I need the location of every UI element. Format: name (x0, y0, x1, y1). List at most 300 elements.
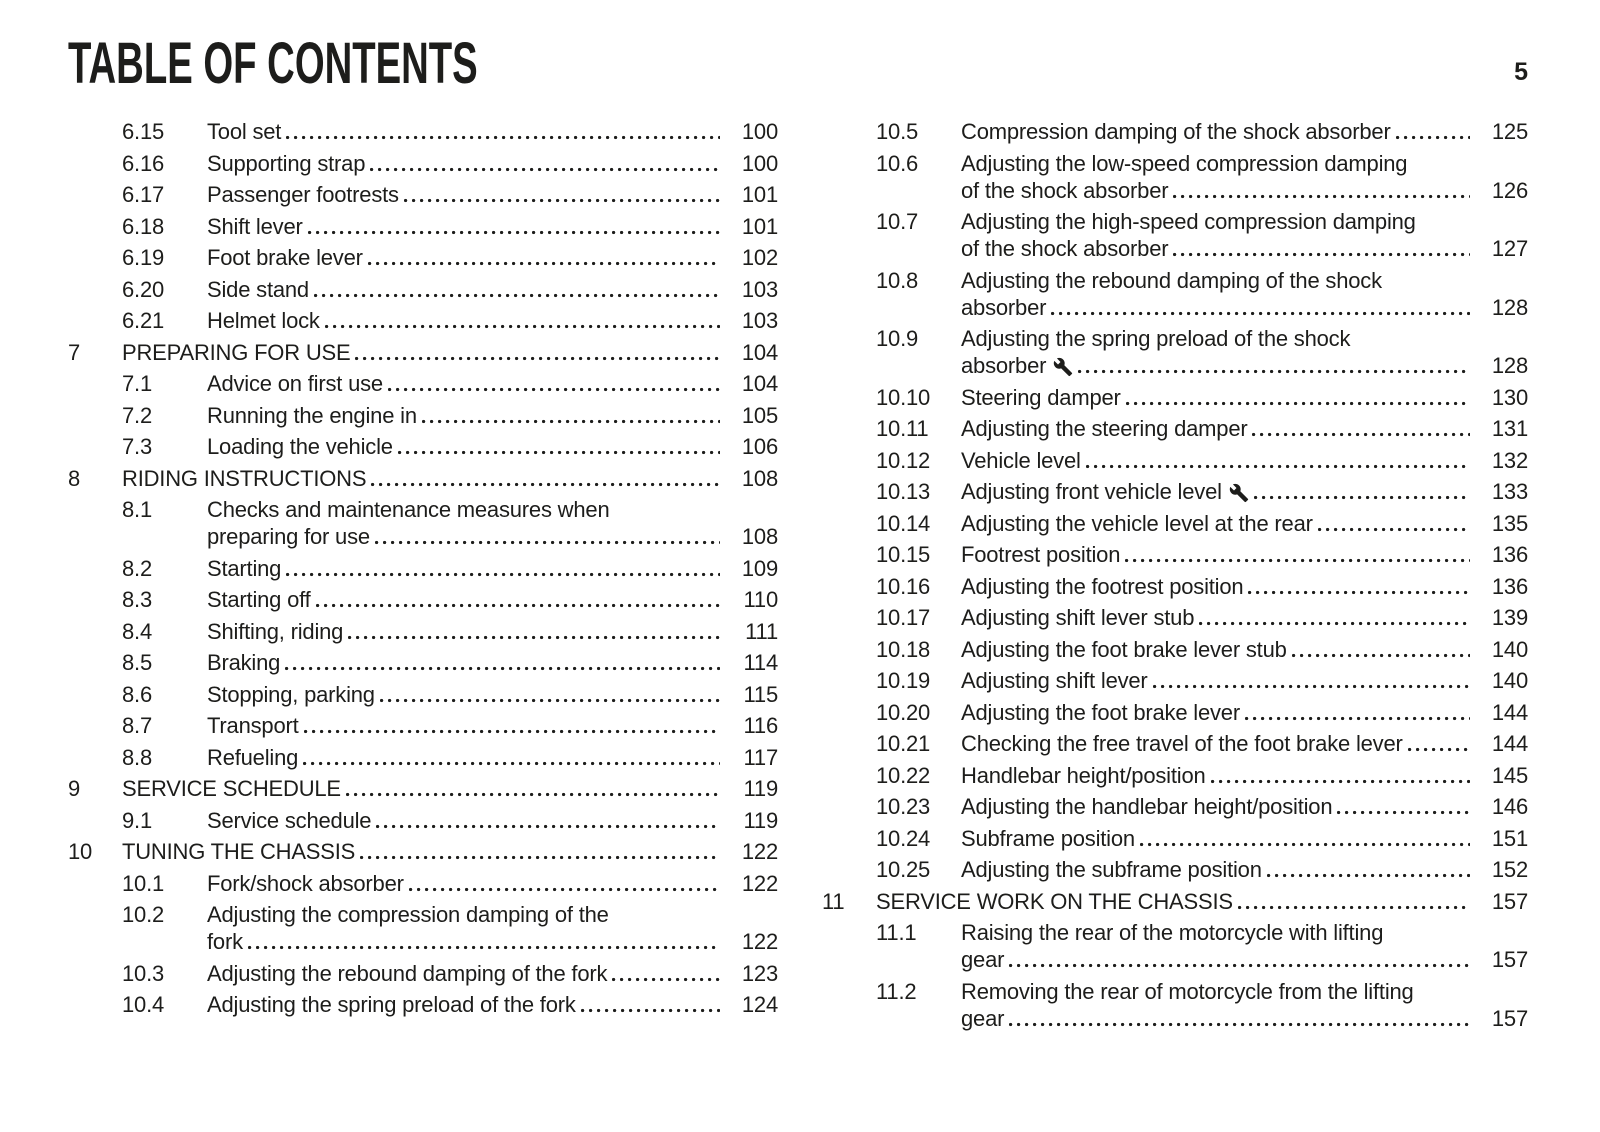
toc-entry-last-line (207, 307, 778, 334)
toc-entry-last-line (207, 370, 778, 397)
toc-entry (822, 150, 1528, 204)
toc-entry-title: Adjusting the footrest position (961, 573, 1244, 599)
toc-entry-title: Running the engine in (207, 402, 417, 428)
toc-entry (68, 618, 778, 645)
dotted-leader (1292, 652, 1470, 659)
toc-entry-body (961, 510, 1528, 537)
dotted-leader (422, 418, 720, 425)
toc-entry-number: 10.4 (122, 992, 165, 1017)
dotted-leader (1078, 368, 1470, 375)
toc-entry-number: 6.20 (122, 276, 165, 302)
toc-entry-body (207, 150, 778, 177)
toc-entry (822, 415, 1528, 442)
toc-entry-last-line (207, 586, 778, 613)
dotted-leader (316, 602, 720, 609)
toc-entry-title-line: Raising the rear of the motorcycle with lifting (961, 920, 1384, 945)
toc-entry-title: Adjusting the foot brake lever stub (961, 636, 1287, 662)
toc-entry-title: Checking the free travel of the foot brake lever (961, 731, 1403, 756)
toc-entry-title: Handlebar height/position (961, 762, 1206, 788)
toc-entry-number: 6.18 (122, 213, 165, 239)
toc-entry-number: 10.25 (876, 857, 931, 882)
toc-entry-page-number: 139 (1491, 605, 1528, 630)
toc-entry-number: 10.18 (876, 636, 931, 662)
toc-entry (822, 478, 1528, 505)
toc-entry-title: Foot brake lever (207, 245, 363, 270)
dotted-leader (581, 1007, 720, 1014)
toc-entry-title: Starting off (207, 587, 311, 612)
dotted-leader (1238, 904, 1470, 911)
toc-entry-number: 6.21 (122, 308, 165, 333)
dotted-leader (286, 134, 720, 141)
dotted-leader (314, 292, 720, 299)
toc-entry-last-line (207, 960, 778, 987)
toc-entry-page-number: 101 (741, 182, 778, 207)
toc-entry-number: 8.5 (122, 650, 152, 675)
toc-entry-title: Compression damping of the shock absorber (961, 119, 1391, 144)
toc-entry-title-line: Adjusting the compression damping of the (207, 902, 609, 927)
dotted-leader (346, 791, 720, 798)
dotted-leader (368, 260, 720, 267)
toc-entry (822, 667, 1528, 694)
toc-columns (68, 118, 1528, 1036)
dotted-leader (303, 760, 720, 767)
toc-entry-number: 8.7 (122, 713, 152, 738)
toc-entry-body (207, 681, 778, 708)
toc-entry-page-number: 116 (743, 713, 778, 738)
toc-entry (822, 919, 1528, 973)
toc-entry-title-line: Removing the rear of motorcycle from the lifting (961, 978, 1414, 1004)
toc-entry-last-line (207, 744, 778, 771)
toc-entry-page-number: 144 (1491, 699, 1528, 725)
toc-entry (822, 208, 1528, 262)
toc-entry-body (207, 807, 778, 834)
toc-entry-title: TUNING THE CHASSIS (122, 839, 356, 864)
toc-entry-title: Starting (207, 555, 282, 581)
toc-entry-body (207, 744, 778, 771)
toc-entry-last-line (207, 681, 778, 708)
toc-entry-number: 8.2 (122, 555, 152, 581)
toc-entry-title: fork (207, 929, 243, 954)
toc-entry (822, 384, 1528, 411)
toc-entry-title: of the shock absorber (961, 236, 1169, 261)
toc-entry (68, 838, 778, 865)
toc-entry-body (122, 775, 778, 802)
toc-entry (68, 339, 778, 366)
toc-entry (68, 496, 778, 550)
toc-entry-number: 7 (68, 339, 81, 365)
toc-entry-last-line (207, 402, 778, 429)
toc-entry-last-line (961, 384, 1528, 411)
toc-entry-last-line (207, 433, 778, 460)
toc-entry-last-line (961, 667, 1528, 694)
toc-entry-title: Shifting, riding (207, 618, 344, 644)
toc-entry-body (207, 402, 778, 429)
toc-entry-page-number: 115 (743, 681, 778, 707)
toc-entry-page-number: 130 (1491, 384, 1528, 410)
toc-entry-title: Vehicle level (961, 447, 1081, 473)
toc-entry-last-line (961, 118, 1528, 145)
toc-entry-number: 10 (68, 839, 93, 864)
toc-entry (68, 150, 778, 177)
dotted-leader (1126, 400, 1470, 407)
toc-entry-body (961, 541, 1528, 568)
page-header (68, 31, 1528, 96)
toc-entry (822, 604, 1528, 631)
toc-entry-number: 10.20 (876, 699, 931, 725)
toc-entry (68, 555, 778, 582)
toc-entry-number: 10.8 (876, 267, 919, 293)
dotted-leader (1009, 1021, 1470, 1028)
toc-entry (68, 181, 778, 208)
toc-entry-page-number: 131 (1491, 416, 1528, 441)
toc-entry (68, 276, 778, 303)
toc-entry-last-line (961, 856, 1528, 883)
toc-entry (822, 699, 1528, 726)
toc-entry-page-number: 140 (1491, 636, 1528, 662)
toc-entry (68, 870, 778, 897)
toc-entry-body (207, 181, 778, 208)
dotted-leader (1267, 872, 1470, 879)
toc-entry (68, 118, 778, 145)
toc-entry-last-line (961, 352, 1528, 379)
toc-entry-last-line (961, 793, 1528, 820)
dotted-leader (376, 823, 720, 830)
toc-entry-body (961, 478, 1528, 505)
toc-entry-body (122, 838, 778, 865)
toc-entry-last-line (122, 339, 778, 366)
toc-entry-page-number: 125 (1491, 119, 1528, 144)
toc-entry-title: Refueling (207, 744, 299, 770)
toc-entry-number: 10.10 (876, 384, 931, 410)
toc-entry (68, 586, 778, 613)
toc-entry-number: 10.12 (876, 447, 931, 473)
toc-entry-title: preparing for use (207, 524, 370, 549)
wrench-icon (1053, 357, 1073, 377)
toc-entry (68, 744, 778, 771)
toc-entry-number: 8 (68, 465, 81, 491)
toc-entry-last-line (122, 465, 778, 492)
toc-entry-body (961, 978, 1528, 1032)
toc-entry-number: 10.15 (876, 542, 931, 567)
toc-entry (68, 402, 778, 429)
toc-entry-number: 10.7 (876, 209, 919, 234)
toc-entry-number: 10.22 (876, 762, 931, 788)
toc-entry-body (961, 699, 1528, 726)
toc-entry-title-line: Checks and maintenance measures when (207, 497, 610, 522)
toc-entry-number: 10.21 (876, 731, 931, 756)
toc-entry-last-line (961, 177, 1528, 204)
dotted-leader (1153, 683, 1470, 690)
toc-entry-title: Subframe position (961, 825, 1135, 851)
toc-entry-last-line (876, 888, 1528, 915)
toc-entry-page-number: 126 (1491, 177, 1528, 203)
toc-entry-body (207, 618, 778, 645)
toc-entry-title: Passenger footrests (207, 182, 399, 207)
toc-entry-last-line (961, 478, 1528, 505)
toc-entry-page-number: 117 (743, 744, 778, 770)
toc-entry-last-line (122, 775, 778, 802)
toc-entry-number: 10.16 (876, 573, 931, 599)
toc-entry (822, 541, 1528, 568)
dotted-leader (1173, 193, 1470, 200)
toc-entry-number: 6.16 (122, 150, 165, 176)
toc-entry-page-number: 128 (1491, 294, 1528, 320)
toc-entry-page-number: 122 (741, 839, 778, 864)
toc-entry-page-number: 109 (741, 555, 778, 581)
dotted-leader (355, 355, 720, 362)
toc-entry-body (876, 888, 1528, 915)
toc-entry (68, 244, 778, 271)
dotted-leader (1009, 962, 1470, 969)
toc-entry-number: 10.6 (876, 150, 919, 176)
dotted-leader (1051, 310, 1470, 317)
toc-entry-number: 10.13 (876, 479, 931, 504)
dotted-leader (348, 634, 720, 641)
toc-entry-last-line (207, 712, 778, 739)
toc-entry-page-number: 136 (1491, 542, 1528, 567)
toc-entry-page-number: 119 (743, 807, 778, 833)
toc-column-right (822, 118, 1528, 1036)
toc-entry-last-line (207, 928, 778, 955)
toc-entry-page-number: 114 (743, 650, 778, 675)
toc-entry-body (207, 586, 778, 613)
toc-entry-body (207, 870, 778, 897)
toc-entry-title: Braking (207, 650, 281, 675)
toc-entry-title-line: Adjusting the high-speed compression damping (961, 209, 1416, 234)
toc-entry-number: 8.1 (122, 497, 152, 522)
dotted-leader (1199, 620, 1470, 627)
toc-entry-title: Adjusting the rebound damping of the fork (207, 960, 608, 986)
toc-entry-number: 9 (68, 776, 81, 801)
toc-entry-last-line (961, 762, 1528, 789)
toc-entry-body (961, 762, 1528, 789)
toc-entry-number: 7.2 (122, 402, 152, 428)
toc-entry-page-number: 146 (1491, 794, 1528, 819)
toc-entry (822, 888, 1528, 915)
toc-entry-title-line: Adjusting the rebound damping of the shock (961, 267, 1382, 293)
toc-entry-page-number: 157 (1491, 888, 1528, 914)
toc-entry-number: 10.9 (876, 326, 919, 351)
dotted-leader (360, 854, 720, 861)
toc-entry (822, 793, 1528, 820)
toc-entry-body (207, 555, 778, 582)
toc-entry-title: Side stand (207, 276, 309, 302)
toc-entry-page-number: 111 (745, 618, 778, 644)
toc-entry-body (207, 370, 778, 397)
toc-entry-title-line: Adjusting the low-speed compression damping (961, 150, 1408, 176)
dotted-leader (612, 976, 720, 983)
toc-entry-page-number: 127 (1491, 236, 1528, 261)
toc-entry-last-line (207, 244, 778, 271)
toc-entry-title-line: Adjusting the spring preload of the shock (961, 326, 1351, 351)
toc-entry-last-line (961, 415, 1528, 442)
toc-entry (68, 370, 778, 397)
dotted-leader (1337, 809, 1470, 816)
toc-entry-body (961, 573, 1528, 600)
toc-entry-last-line (961, 946, 1528, 973)
toc-entry-page-number: 133 (1491, 479, 1528, 504)
toc-entry-page-number: 145 (1491, 762, 1528, 788)
dotted-leader (1125, 557, 1470, 564)
toc-entry-page-number: 102 (741, 245, 778, 270)
toc-entry (68, 775, 778, 802)
dotted-leader (398, 449, 720, 456)
toc-entry-title: Adjusting the spring preload of the fork (207, 992, 576, 1017)
toc-entry-title: PREPARING FOR USE (122, 339, 351, 365)
toc-entry-number: 8.6 (122, 681, 152, 707)
toc-entry-number: 6.19 (122, 245, 165, 270)
toc-entry (68, 681, 778, 708)
toc-entry-body (961, 636, 1528, 663)
toc-entry-last-line (961, 604, 1528, 631)
toc-entry-last-line (122, 838, 778, 865)
toc-entry-body (207, 276, 778, 303)
toc-entry-page-number: 122 (741, 929, 778, 954)
toc-entry-page-number: 151 (1491, 825, 1528, 851)
toc-entry-number: 10.24 (876, 825, 931, 851)
toc-entry-title: SERVICE SCHEDULE (122, 776, 341, 801)
toc-entry-body (207, 433, 778, 460)
toc-entry-body (207, 960, 778, 987)
toc-entry-page-number: 104 (741, 371, 778, 396)
toc-column-left (68, 118, 778, 1036)
dotted-leader (308, 229, 720, 236)
toc-entry-title: Loading the vehicle (207, 434, 393, 459)
toc-entry (822, 762, 1528, 789)
toc-entry-number: 10.5 (876, 119, 919, 144)
toc-entry-body (207, 712, 778, 739)
toc-entry (68, 465, 778, 492)
toc-entry-body (207, 991, 778, 1018)
folio-page-number: 5 (1514, 58, 1528, 86)
toc-entry-body (207, 213, 778, 240)
toc-entry-body (961, 415, 1528, 442)
toc-entry (822, 825, 1528, 852)
toc-entry-last-line (961, 294, 1528, 321)
toc-entry-number: 6.15 (122, 119, 165, 144)
toc-entry-title: of the shock absorber (961, 177, 1169, 203)
toc-entry-page-number: 108 (741, 524, 778, 549)
dotted-leader (1086, 463, 1470, 470)
toc-entry-last-line (961, 447, 1528, 474)
toc-entry-page-number: 122 (741, 870, 778, 896)
toc-entry (68, 807, 778, 834)
toc-entry-number: 7.3 (122, 434, 152, 459)
toc-entry-body (961, 825, 1528, 852)
toc-entry (822, 325, 1528, 379)
toc-entry-title: Advice on first use (207, 371, 383, 396)
toc-entry (68, 213, 778, 240)
toc-entry-title: RIDING INSTRUCTIONS (122, 465, 367, 491)
toc-entry-title: Footrest position (961, 542, 1121, 567)
toc-entry-page-number: 152 (1491, 857, 1528, 882)
toc-entry-title: Adjusting the steering damper (961, 416, 1248, 441)
dotted-leader (248, 944, 720, 951)
toc-entry-body (961, 919, 1528, 973)
toc-entry-title: Adjusting the subframe position (961, 857, 1262, 882)
toc-entry-page-number: 140 (1491, 668, 1528, 693)
toc-entry (68, 307, 778, 334)
toc-entry-number: 9.1 (122, 807, 152, 833)
toc-entry-body (207, 244, 778, 271)
toc-entry (822, 730, 1528, 757)
toc-entry (68, 649, 778, 676)
toc-entry-last-line (961, 235, 1528, 262)
dotted-leader (286, 571, 720, 578)
toc-entry (822, 267, 1528, 321)
toc-entry-title: Service schedule (207, 807, 372, 833)
toc-entry-body (961, 793, 1528, 820)
toc-entry-page-number: 144 (1491, 731, 1528, 756)
toc-entry-body (207, 307, 778, 334)
toc-entry-number: 11.1 (876, 920, 917, 945)
dotted-leader (1254, 494, 1470, 501)
toc-entry-number: 10.11 (876, 416, 929, 441)
toc-entry-body (961, 384, 1528, 411)
dotted-leader (370, 166, 720, 173)
page-title: TABLE OF CONTENTS (68, 31, 478, 96)
toc-entry-page-number: 119 (743, 776, 778, 801)
toc-entry-last-line (207, 870, 778, 897)
toc-entry-page-number: 157 (1491, 947, 1528, 972)
toc-entry (822, 856, 1528, 883)
toc-entry-title: Adjusting front vehicle level (961, 479, 1222, 504)
toc-entry-title: gear (961, 947, 1005, 972)
toc-entry-last-line (207, 555, 778, 582)
toc-entry-body (961, 447, 1528, 474)
toc-entry-number: 8.3 (122, 587, 152, 612)
toc-entry-body (122, 465, 778, 492)
toc-entry-last-line (961, 825, 1528, 852)
toc-entry-title: Supporting strap (207, 150, 366, 176)
toc-entry-number: 10.2 (122, 902, 165, 927)
toc-entry-page-number: 101 (741, 213, 778, 239)
toc-entry-title: Adjusting shift lever stub (961, 605, 1195, 630)
toc-entry-body (207, 118, 778, 145)
toc-entry-number: 11 (822, 888, 845, 914)
dotted-leader (285, 665, 720, 672)
toc-entry-page-number: 100 (741, 150, 778, 176)
toc-entry-body (961, 118, 1528, 145)
toc-entry-title: Helmet lock (207, 308, 320, 333)
toc-entry-last-line (207, 618, 778, 645)
toc-entry-page-number: 104 (741, 339, 778, 365)
toc-entry-page-number: 123 (741, 960, 778, 986)
toc-entry-body (207, 901, 778, 955)
toc-entry-title: Adjusting shift lever (961, 668, 1148, 693)
toc-entry-last-line (961, 510, 1528, 537)
toc-entry (822, 978, 1528, 1032)
toc-entry-title: Steering damper (961, 384, 1121, 410)
toc-entry-last-line (207, 118, 778, 145)
toc-entry-page-number: 100 (741, 119, 778, 144)
toc-entry-last-line (207, 991, 778, 1018)
toc-entry-last-line (207, 649, 778, 676)
toc-entry-page-number: 106 (741, 434, 778, 459)
toc-entry-body (961, 667, 1528, 694)
dotted-leader (409, 886, 720, 893)
toc-entry-title: SERVICE WORK ON THE CHASSIS (876, 888, 1233, 914)
toc-entry-body (961, 267, 1528, 321)
toc-entry-number: 7.1 (122, 371, 152, 396)
toc-entry-title: absorber (961, 294, 1047, 320)
dotted-leader (1140, 841, 1470, 848)
toc-entry-last-line (961, 636, 1528, 663)
toc-entry-page-number: 103 (741, 308, 778, 333)
dotted-leader (1318, 526, 1470, 533)
toc-entry-number: 10.3 (122, 960, 165, 986)
toc-entry (822, 118, 1528, 145)
